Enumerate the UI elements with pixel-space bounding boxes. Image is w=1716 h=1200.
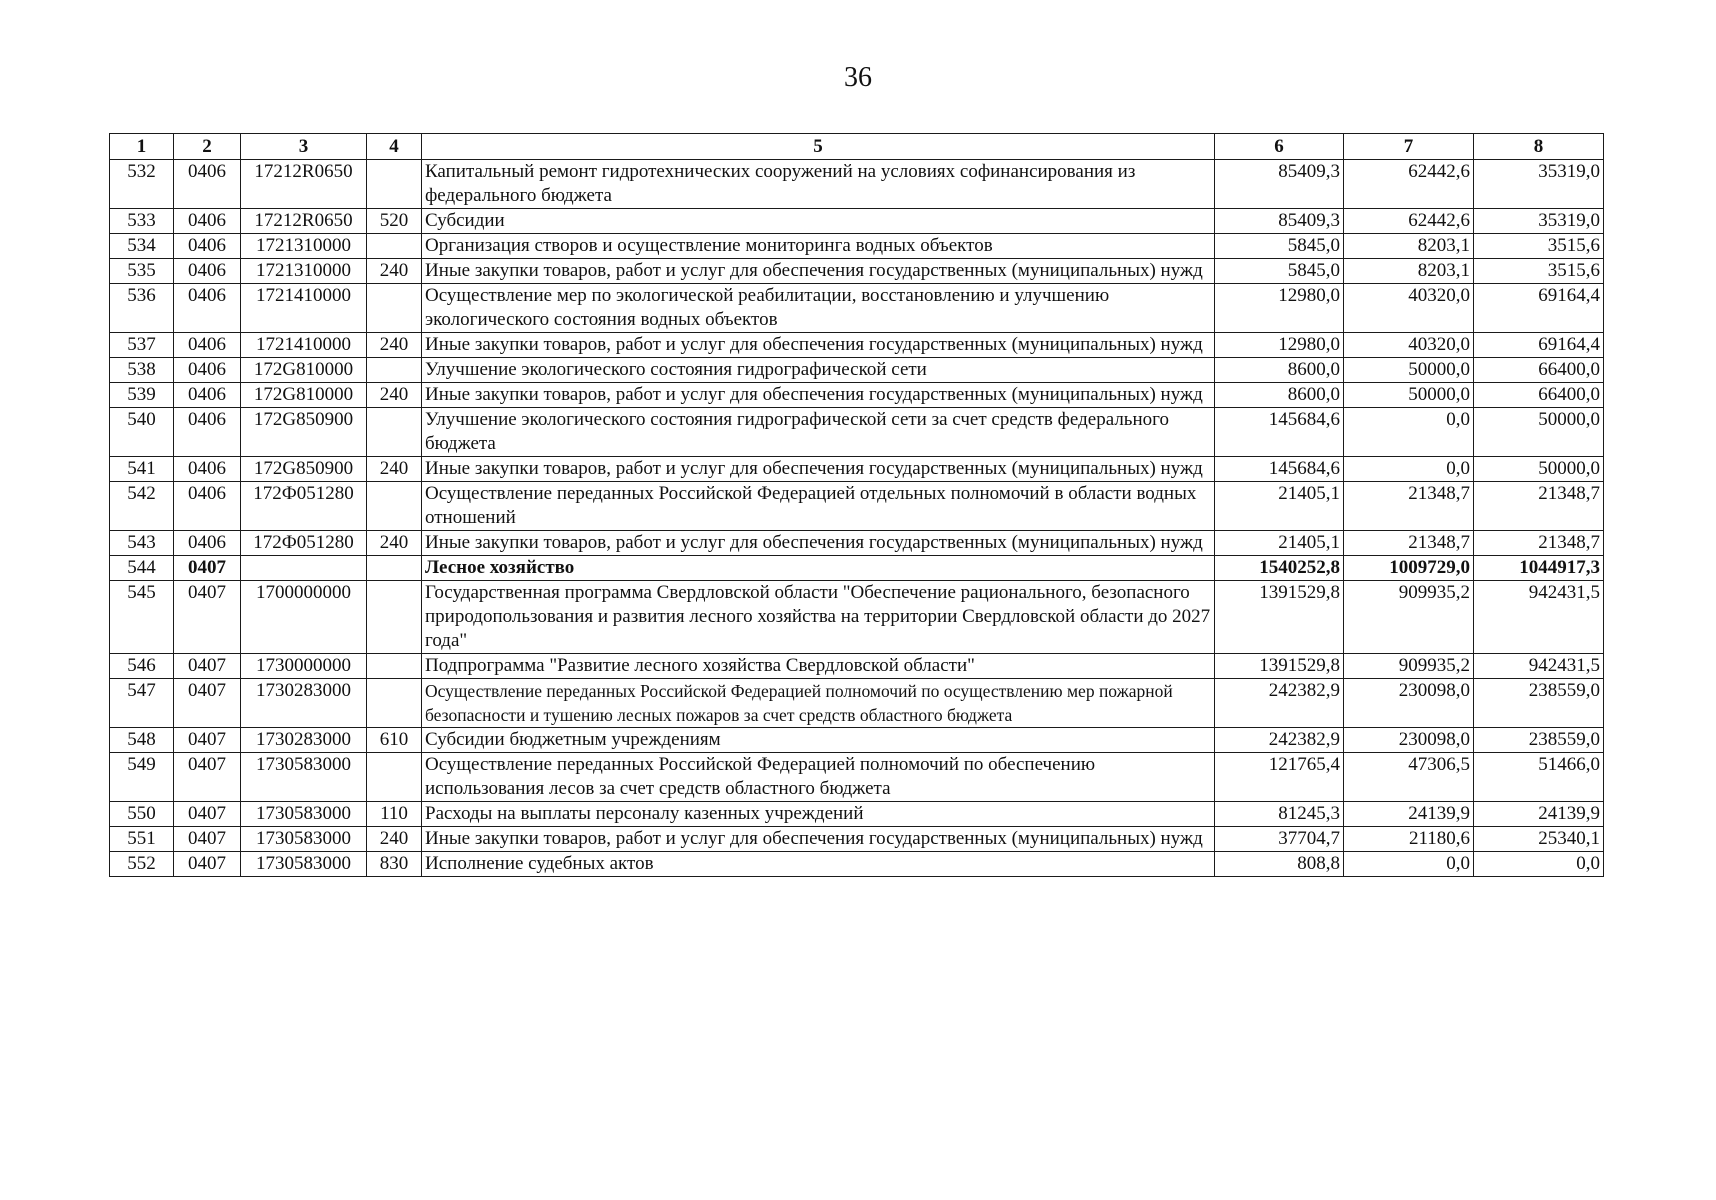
target-code-cell: 1730583000	[241, 852, 367, 877]
amount-col6-cell: 242382,9	[1215, 679, 1344, 728]
amount-col7-cell: 8203,1	[1344, 234, 1474, 259]
target-code-cell: 1721310000	[241, 259, 367, 284]
row-number-cell: 541	[110, 457, 174, 482]
column-header: 3	[241, 134, 367, 160]
amount-col8-cell: 24139,9	[1474, 802, 1604, 827]
amount-col8-cell: 238559,0	[1474, 728, 1604, 753]
amount-col7-cell: 21180,6	[1344, 827, 1474, 852]
amount-col8-cell: 942431,5	[1474, 654, 1604, 679]
section-code-cell: 0407	[174, 556, 241, 581]
amount-col6-cell: 8600,0	[1215, 383, 1344, 408]
description-cell: Подпрограмма "Развитие лесного хозяйства Свердловской области"	[422, 654, 1215, 679]
amount-col6-cell: 12980,0	[1215, 284, 1344, 333]
amount-col7-cell: 0,0	[1344, 457, 1474, 482]
description-cell: Осуществление переданных Российской Федерацией полномочий по осуществлению мер пожарной безопасности и тушению лесных пожаров за счет средств областного бюджета	[422, 679, 1215, 728]
amount-col8-cell: 35319,0	[1474, 160, 1604, 209]
amount-col6-cell: 242382,9	[1215, 728, 1344, 753]
section-code-cell: 0406	[174, 160, 241, 209]
table-row	[110, 333, 1604, 358]
section-code-cell: 0406	[174, 358, 241, 383]
amount-col7-cell: 62442,6	[1344, 160, 1474, 209]
amount-col7-cell: 21348,7	[1344, 482, 1474, 531]
row-number-cell: 550	[110, 802, 174, 827]
row-number-cell: 536	[110, 284, 174, 333]
section-code-cell: 0407	[174, 827, 241, 852]
expense-type-cell: 520	[367, 209, 422, 234]
expense-type-cell	[367, 753, 422, 802]
amount-col8-cell: 0,0	[1474, 852, 1604, 877]
table-row	[110, 383, 1604, 408]
row-number-cell: 533	[110, 209, 174, 234]
section-code-cell: 0407	[174, 852, 241, 877]
amount-col6-cell: 21405,1	[1215, 531, 1344, 556]
amount-col7-cell: 1009729,0	[1344, 556, 1474, 581]
target-code-cell: 17212R0650	[241, 209, 367, 234]
amount-col7-cell: 62442,6	[1344, 209, 1474, 234]
table-row	[110, 753, 1604, 802]
description-cell: Государственная программа Свердловской области "Обеспечение рационального, безопасного природопользования и развития лесного хозяйства на территории Свердловской области до 2027 года"	[422, 581, 1215, 654]
amount-col6-cell: 37704,7	[1215, 827, 1344, 852]
target-code-cell: 172G810000	[241, 383, 367, 408]
amount-col8-cell: 25340,1	[1474, 827, 1604, 852]
target-code-cell: 1721410000	[241, 284, 367, 333]
amount-col6-cell: 8600,0	[1215, 358, 1344, 383]
description-cell: Иные закупки товаров, работ и услуг для обеспечения государственных (муниципальных) нужд	[422, 457, 1215, 482]
table-row	[110, 358, 1604, 383]
amount-col7-cell: 40320,0	[1344, 333, 1474, 358]
description-cell: Улучшение экологического состояния гидрографической сети за счет средств федерального бюджета	[422, 408, 1215, 457]
section-code-cell: 0407	[174, 679, 241, 728]
description-cell: Иные закупки товаров, работ и услуг для обеспечения государственных (муниципальных) нужд	[422, 259, 1215, 284]
amount-col6-cell: 145684,6	[1215, 408, 1344, 457]
amount-col6-cell: 1540252,8	[1215, 556, 1344, 581]
description-cell: Организация створов и осуществление мониторинга водных объектов	[422, 234, 1215, 259]
description-cell: Субсидии бюджетным учреждениям	[422, 728, 1215, 753]
amount-col7-cell: 21348,7	[1344, 531, 1474, 556]
amount-col7-cell: 230098,0	[1344, 679, 1474, 728]
description-cell: Лесное хозяйство	[422, 556, 1215, 581]
amount-col8-cell: 238559,0	[1474, 679, 1604, 728]
expense-type-cell: 830	[367, 852, 422, 877]
amount-col6-cell: 85409,3	[1215, 160, 1344, 209]
description-cell: Улучшение экологического состояния гидрографической сети	[422, 358, 1215, 383]
description-cell: Осуществление переданных Российской Федерацией полномочий по обеспечению использования лесов за счет средств областного бюджета	[422, 753, 1215, 802]
section-code-cell: 0406	[174, 209, 241, 234]
target-code-cell: 1730583000	[241, 802, 367, 827]
section-code-cell: 0406	[174, 284, 241, 333]
expense-type-cell: 110	[367, 802, 422, 827]
section-code-cell: 0407	[174, 654, 241, 679]
amount-col8-cell: 21348,7	[1474, 482, 1604, 531]
target-code-cell: 1730283000	[241, 679, 367, 728]
table-row	[110, 457, 1604, 482]
amount-col7-cell: 909935,2	[1344, 581, 1474, 654]
section-code-cell: 0406	[174, 259, 241, 284]
amount-col7-cell: 0,0	[1344, 852, 1474, 877]
amount-col8-cell: 3515,6	[1474, 234, 1604, 259]
table-row	[110, 679, 1604, 728]
expense-type-cell	[367, 160, 422, 209]
table-row	[110, 728, 1604, 753]
expense-type-cell	[367, 284, 422, 333]
column-header: 8	[1474, 134, 1604, 160]
amount-col7-cell: 47306,5	[1344, 753, 1474, 802]
target-code-cell: 17212R0650	[241, 160, 367, 209]
amount-col8-cell: 50000,0	[1474, 408, 1604, 457]
amount-col7-cell: 0,0	[1344, 408, 1474, 457]
expense-type-cell	[367, 482, 422, 531]
row-number-cell: 546	[110, 654, 174, 679]
target-code-cell: 1721310000	[241, 234, 367, 259]
amount-col6-cell: 808,8	[1215, 852, 1344, 877]
row-number-cell: 547	[110, 679, 174, 728]
section-code-cell: 0406	[174, 333, 241, 358]
section-code-cell: 0406	[174, 482, 241, 531]
section-code-cell: 0406	[174, 383, 241, 408]
target-code-cell: 1730583000	[241, 827, 367, 852]
expense-type-cell: 240	[367, 333, 422, 358]
description-cell: Иные закупки товаров, работ и услуг для обеспечения государственных (муниципальных) нужд	[422, 333, 1215, 358]
row-number-cell: 540	[110, 408, 174, 457]
column-header: 4	[367, 134, 422, 160]
amount-col8-cell: 69164,4	[1474, 284, 1604, 333]
row-number-cell: 545	[110, 581, 174, 654]
row-number-cell: 544	[110, 556, 174, 581]
table-row	[110, 654, 1604, 679]
section-code-cell: 0407	[174, 728, 241, 753]
target-code-cell: 1730283000	[241, 728, 367, 753]
amount-col6-cell: 121765,4	[1215, 753, 1344, 802]
amount-col6-cell: 1391529,8	[1215, 654, 1344, 679]
target-code-cell	[241, 556, 367, 581]
expense-type-cell	[367, 679, 422, 728]
amount-col6-cell: 1391529,8	[1215, 581, 1344, 654]
page-number: 36	[844, 62, 872, 93]
amount-col8-cell: 942431,5	[1474, 581, 1604, 654]
column-header: 7	[1344, 134, 1474, 160]
row-number-cell: 548	[110, 728, 174, 753]
target-code-cell: 172G850900	[241, 457, 367, 482]
amount-col7-cell: 50000,0	[1344, 383, 1474, 408]
expense-type-cell: 240	[367, 383, 422, 408]
amount-col6-cell: 12980,0	[1215, 333, 1344, 358]
table-row	[110, 160, 1604, 209]
description-cell: Иные закупки товаров, работ и услуг для обеспечения государственных (муниципальных) нужд	[422, 383, 1215, 408]
description-cell: Иные закупки товаров, работ и услуг для обеспечения государственных (муниципальных) нужд	[422, 531, 1215, 556]
column-header: 5	[422, 134, 1215, 160]
expense-type-cell	[367, 358, 422, 383]
section-code-cell: 0407	[174, 581, 241, 654]
table-row	[110, 259, 1604, 284]
table-header-row	[110, 134, 1604, 160]
expense-type-cell	[367, 234, 422, 259]
row-number-cell: 535	[110, 259, 174, 284]
column-header: 1	[110, 134, 174, 160]
amount-col8-cell: 51466,0	[1474, 753, 1604, 802]
amount-col8-cell: 50000,0	[1474, 457, 1604, 482]
row-number-cell: 552	[110, 852, 174, 877]
section-code-cell: 0406	[174, 408, 241, 457]
amount-col7-cell: 909935,2	[1344, 654, 1474, 679]
expense-type-cell	[367, 581, 422, 654]
table-row	[110, 234, 1604, 259]
target-code-cell: 172G810000	[241, 358, 367, 383]
target-code-cell: 1721410000	[241, 333, 367, 358]
amount-col7-cell: 40320,0	[1344, 284, 1474, 333]
amount-col6-cell: 85409,3	[1215, 209, 1344, 234]
expense-type-cell	[367, 408, 422, 457]
target-code-cell: 172Ф051280	[241, 482, 367, 531]
expense-type-cell: 610	[367, 728, 422, 753]
expense-type-cell: 240	[367, 531, 422, 556]
row-number-cell: 532	[110, 160, 174, 209]
amount-col6-cell: 21405,1	[1215, 482, 1344, 531]
expense-type-cell	[367, 556, 422, 581]
description-cell: Расходы на выплаты персоналу казенных учреждений	[422, 802, 1215, 827]
section-code-cell: 0406	[174, 531, 241, 556]
table-row	[110, 852, 1604, 877]
section-code-cell: 0406	[174, 457, 241, 482]
description-cell: Иные закупки товаров, работ и услуг для обеспечения государственных (муниципальных) нужд	[422, 827, 1215, 852]
column-header: 6	[1215, 134, 1344, 160]
target-code-cell: 1730000000	[241, 654, 367, 679]
table-row	[110, 827, 1604, 852]
expense-type-cell: 240	[367, 827, 422, 852]
description-cell: Капитальный ремонт гидротехнических сооружений на условиях софинансирования из федерального бюджета	[422, 160, 1215, 209]
target-code-cell: 172G850900	[241, 408, 367, 457]
amount-col7-cell: 50000,0	[1344, 358, 1474, 383]
amount-col8-cell: 35319,0	[1474, 209, 1604, 234]
target-code-cell: 1700000000	[241, 581, 367, 654]
table-row	[110, 802, 1604, 827]
amount-col8-cell: 3515,6	[1474, 259, 1604, 284]
row-number-cell: 542	[110, 482, 174, 531]
amount-col7-cell: 8203,1	[1344, 259, 1474, 284]
amount-col8-cell: 21348,7	[1474, 531, 1604, 556]
amount-col8-cell: 66400,0	[1474, 358, 1604, 383]
section-code-cell: 0407	[174, 802, 241, 827]
amount-col7-cell: 24139,9	[1344, 802, 1474, 827]
table-row	[110, 209, 1604, 234]
table-row	[110, 531, 1604, 556]
description-cell: Осуществление переданных Российской Федерацией отдельных полномочий в области водных отношений	[422, 482, 1215, 531]
section-code-cell: 0407	[174, 753, 241, 802]
row-number-cell: 543	[110, 531, 174, 556]
table-row	[110, 284, 1604, 333]
amount-col6-cell: 5845,0	[1215, 234, 1344, 259]
amount-col7-cell: 230098,0	[1344, 728, 1474, 753]
row-number-cell: 538	[110, 358, 174, 383]
column-header: 2	[174, 134, 241, 160]
section-code-cell: 0406	[174, 234, 241, 259]
table-row	[110, 581, 1604, 654]
description-cell: Субсидии	[422, 209, 1215, 234]
row-number-cell: 551	[110, 827, 174, 852]
expense-type-cell	[367, 654, 422, 679]
amount-col6-cell: 145684,6	[1215, 457, 1344, 482]
row-number-cell: 549	[110, 753, 174, 802]
row-number-cell: 539	[110, 383, 174, 408]
budget-table	[109, 133, 1604, 877]
description-cell: Осуществление мер по экологической реабилитации, восстановлению и улучшению экологического состояния водных объектов	[422, 284, 1215, 333]
description-cell: Исполнение судебных актов	[422, 852, 1215, 877]
table-row	[110, 482, 1604, 531]
table-body	[110, 160, 1604, 877]
target-code-cell: 1730583000	[241, 753, 367, 802]
table-row	[110, 556, 1604, 581]
expense-type-cell: 240	[367, 259, 422, 284]
expense-type-cell: 240	[367, 457, 422, 482]
amount-col8-cell: 1044917,3	[1474, 556, 1604, 581]
amount-col8-cell: 69164,4	[1474, 333, 1604, 358]
row-number-cell: 534	[110, 234, 174, 259]
amount-col6-cell: 5845,0	[1215, 259, 1344, 284]
amount-col6-cell: 81245,3	[1215, 802, 1344, 827]
table-row	[110, 408, 1604, 457]
target-code-cell: 172Ф051280	[241, 531, 367, 556]
row-number-cell: 537	[110, 333, 174, 358]
amount-col8-cell: 66400,0	[1474, 383, 1604, 408]
